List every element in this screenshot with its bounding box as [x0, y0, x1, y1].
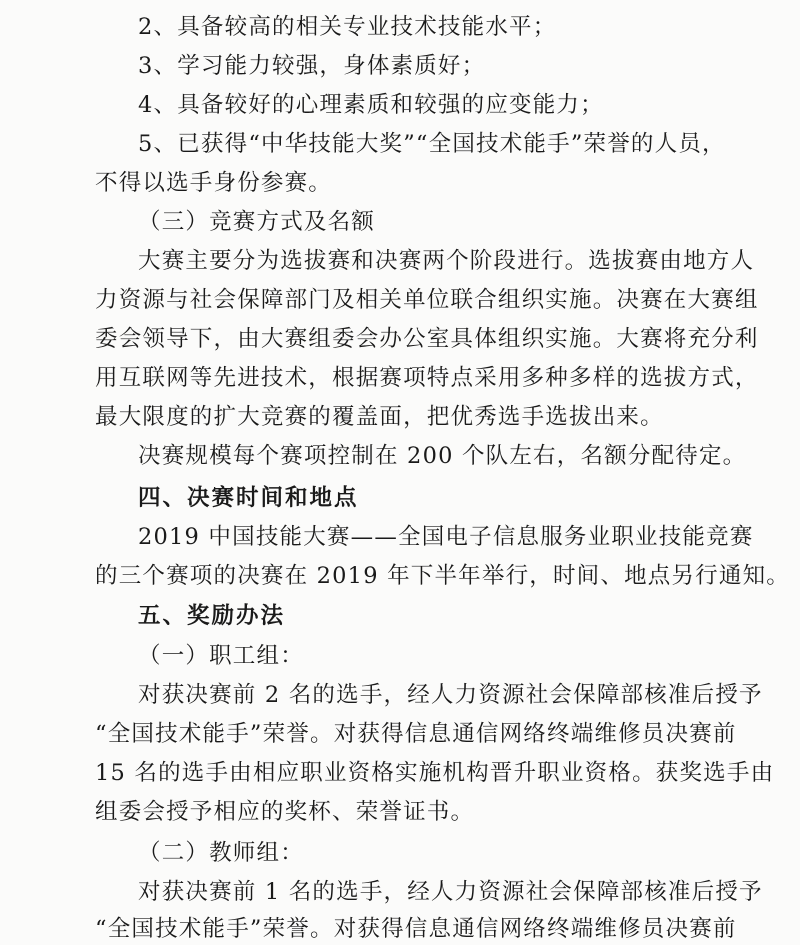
paragraph-line: 15 名的选手由相应职业资格实施机构晋升职业资格。获奖选手由	[95, 760, 775, 786]
requirement-3: 3、学习能力较强，身体素质好；	[138, 53, 486, 79]
subheading-competition-format: （三）竞赛方式及名额	[138, 209, 376, 235]
paragraph-line: 对获决赛前 1 名的选手，经人力资源社会保障部核准后授予	[138, 879, 763, 905]
requirement-5: 5、已获得“中华技能大奖”“全国技术能手”荣誉的人员，	[138, 131, 726, 157]
requirement-2: 2、具备较高的相关专业技术技能水平；	[138, 14, 557, 40]
subheading-staff-group: （一）职工组：	[138, 643, 304, 669]
paragraph-line: 对获决赛前 2 名的选手，经人力资源社会保障部核准后授予	[138, 682, 763, 708]
paragraph-line: 力资源与社会保障部门及相关单位联合组织实施。决赛在大赛组	[95, 287, 759, 313]
paragraph-line: 的三个赛项的决赛在 2019 年下半年举行，时间、地点另行通知。	[95, 563, 790, 589]
paragraph-line: 用互联网等先进技术，根据赛项特点采用多种多样的选拔方式，	[95, 365, 759, 391]
paragraph-line: “全国技术能手”荣誉。对获得信息通信网络终端维修员决赛前	[95, 916, 737, 942]
paragraph-line: 委会领导下，由大赛组委会办公室具体组织实施。大赛将充分利	[95, 326, 759, 352]
paragraph-line: 最大限度的扩大竞赛的覆盖面，把优秀选手选拔出来。	[95, 404, 664, 430]
section-heading-5: 五、奖励办法	[138, 603, 286, 629]
paragraph-line: 组委会授予相应的奖杯、荣誉证书。	[95, 799, 475, 825]
paragraph-line: “全国技术能手”荣誉。对获得信息通信网络终端维修员决赛前	[95, 721, 737, 747]
requirement-4: 4、具备较好的心理素质和较强的应变能力；	[138, 92, 604, 118]
paragraph-line: 大赛主要分为选拔赛和决赛两个阶段进行。选拔赛由地方人	[138, 248, 755, 274]
subheading-teacher-group: （二）教师组：	[138, 840, 304, 866]
paragraph-line: 2019 中国技能大赛——全国电子信息服务业职业技能竞赛	[138, 524, 754, 550]
paragraph-line: 决赛规模每个赛项控制在 200 个队左右，名额分配待定。	[138, 443, 747, 469]
requirement-5-cont: 不得以选手身份参赛。	[95, 170, 333, 196]
section-heading-4: 四、决赛时间和地点	[138, 485, 359, 511]
